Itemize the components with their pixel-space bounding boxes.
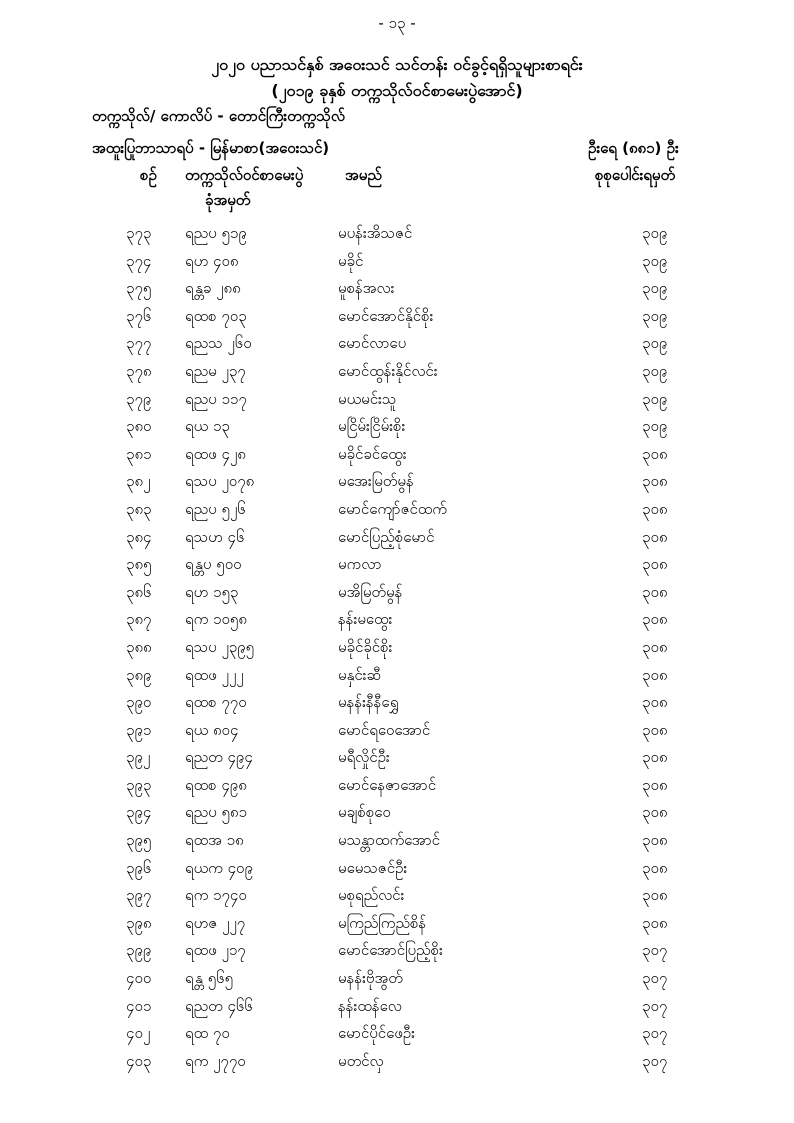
row-number: ၄၀၂ [126,1024,151,1043]
row-name: မနန်းနီနီရွှေ [338,693,399,712]
row-name: မောင်ရဝေအောင် [338,720,431,739]
row-roll-number: ရသပ ၂၀၇၈ [185,472,255,491]
header-roll: တက္ကသိုလ်ဝင်စာမေးပွဲ [185,166,304,184]
table-row [0,414,794,442]
row-roll-number: ရန္တခ ၂၈၈ [185,279,241,298]
header-no: စဉ် [140,166,157,184]
row-marks: ၃၀၈ [642,555,668,574]
row-name: မောင်ပိုင်ဖေဦး [338,1024,415,1043]
row-number: ၃၉၇ [126,886,152,905]
row-marks: ၃၀၈ [642,582,668,601]
table-row [0,773,794,801]
row-number: ၃၇၆ [126,306,152,325]
row-roll-number: ရညပ ၁၁၇ [185,389,247,408]
row-roll-number: ရထဖ ၄၂၈ [185,444,246,463]
row-marks: ၃၀၈ [642,637,668,656]
table-row [0,994,794,1022]
row-number: ၃၈၃ [126,499,152,518]
table-row [0,304,794,332]
row-number: ၃၇၅ [126,279,152,298]
row-roll-number: ရညတ ၄၆၆ [185,996,253,1015]
row-roll-number: ရန္တပ ၅၀၀ [185,555,242,574]
table-row [0,442,794,470]
table-row [0,1049,794,1077]
row-marks: ၃၀၈ [642,831,668,850]
row-number: ၃၈၂ [126,472,151,491]
table-row [0,331,794,359]
row-marks: ၃၀၈ [642,803,668,822]
row-marks: ၃၀၇ [642,1024,668,1043]
row-name: မအေးမြတ်မွန် [338,472,414,491]
row-roll-number: ရညပ ၅၁၉ [185,224,247,242]
row-marks: ၃၀၈ [642,472,668,491]
row-marks: ၃၀၇ [642,941,668,960]
row-number: ၃၉၂ [126,748,151,767]
row-marks: ၃၀၉ [642,306,668,325]
row-marks: ၃၀၉ [642,417,668,436]
row-name: မငြိမ်းငြိမ်းစိုး [338,417,406,436]
row-marks: ၃၀၉ [642,279,668,298]
row-roll-number: ရက ၂၇၇၀ [185,1051,246,1070]
table-row [0,552,794,580]
row-number: ၃၈၉ [126,665,152,684]
row-roll-number: ရသဟ ၄၆ [185,527,245,546]
table-row [0,359,794,387]
table-row [0,580,794,608]
university-line: တက္ကသိုလ်/ ကောလိပ် - တောင်ကြီးတက္ကသိုလ် [92,107,345,125]
row-name: မောင်ထွန်းနိုင်လင်း [338,361,438,380]
row-marks: ၃၀၇ [642,1051,668,1070]
row-number: ၄၀၁ [126,996,152,1015]
row-name: မောင်လာပေ [338,334,407,353]
table-row [0,938,794,966]
row-name: နန်းမထွေး [338,610,393,629]
row-marks: ၃၀၈ [642,665,668,684]
row-roll-number: ရထ ၇၀ [185,1024,230,1043]
row-number: ၃၉၅ [126,831,152,850]
row-marks: ၃၀၈ [642,720,668,739]
row-number: ၃၉၄ [126,803,152,822]
row-marks: ၃၀၈ [642,748,668,767]
row-roll-number: ရက ၁၀၅၈ [185,610,247,629]
row-roll-number: ရသပ ၂၃၉၅ [185,637,255,656]
row-marks: ၃၀၈ [642,610,668,629]
row-roll-number: ရယ ၁၃ [185,417,230,436]
row-roll-number: ရညတ ၄၉၄ [185,748,253,767]
row-roll-number: ရထစ ၄၉၈ [185,775,247,794]
row-marks: ၃၀၈ [642,527,668,546]
row-name: မရီလှိုင်ဦး [338,748,390,767]
row-roll-number: ရထဖ ၂၂၂ [185,665,244,684]
row-name: မူစန်အလး [338,279,395,298]
row-number: ၃၈၅ [126,555,152,574]
row-number: ၃၈၀ [126,417,152,436]
table-row [0,828,794,856]
row-marks: ၃၀၉ [642,389,668,408]
table-row [0,856,794,884]
row-name: မမေသဇင်ဦး [338,858,408,877]
specialization-line: အထူးပြုဘာသာရပ် - မြန်မာစာ(အဝေးသင်) [92,139,330,157]
table-row [0,221,794,249]
table-row [0,690,794,718]
row-number: ၃၈၄ [126,527,152,546]
row-number: ၃၈၆ [126,582,152,601]
document-subtitle: (၂၀၁၉ ခုနှစ် တက္ကသိုလ်ဝင်စာမေးပွဲအောင်) [271,81,523,100]
row-marks: ၃၀၈ [642,913,668,932]
row-roll-number: ရထစ ၇၇၀ [185,693,247,712]
row-name: မောင်နေဇာအောင် [338,775,437,794]
row-name: မောင်ပြည့်စုံမောင် [338,527,435,546]
table-row [0,663,794,691]
row-name: မဂာလာ [338,555,382,574]
table-row [0,1021,794,1049]
row-name: မအိမြတ်မွန် [338,582,403,601]
row-number: ၃၇၉ [126,389,152,408]
row-marks: ၃၀၉ [642,334,668,353]
row-name: မကြည်ကြည်စိန် [338,913,427,932]
row-name: မခိုင် [338,251,364,270]
row-number: ၃၇၇ [126,334,152,353]
row-marks: ၃၀၇ [642,969,668,988]
row-roll-number: ရထဖ ၂၁၇ [185,941,246,960]
table-row [0,883,794,911]
row-marks: ၃၀၈ [642,499,668,518]
row-name: မပန်းအိသဇင် [338,224,413,242]
table-row [0,635,794,663]
row-number: ၄၀၃ [126,1051,152,1070]
table-row [0,966,794,994]
row-number: ၃၇၄ [126,251,152,270]
table-row [0,745,794,773]
row-marks: ၃၀၉ [642,251,668,270]
row-number: ၃၈၈ [126,637,152,656]
row-name: မောင်ကျော်ဇင်ထက် [338,499,447,518]
row-number: ၃၉၁ [126,720,152,739]
row-number: ၄၀၀ [126,969,152,988]
row-name: မချစ်စုဝေ [338,803,391,822]
table-row [0,497,794,525]
row-marks: ၃၀၈ [642,444,668,463]
table-row [0,718,794,746]
row-name: မတင်လှ [338,1051,384,1070]
table-row [0,800,794,828]
row-name: နန်းထန်လေ [338,996,402,1015]
table-row [0,911,794,939]
row-roll-number: ရယ ၈၀၄ [185,720,239,739]
document-title: ၂၀၂၀ ပညာသင်နှစ် အဝေးသင် သင်တန်း ဝင်ခွင့်ရရှိသူများစာရင်း [211,55,583,74]
row-number: ၃၈၁ [126,444,152,463]
row-marks: ၃၀၇ [642,996,668,1015]
row-roll-number: ရဟဇ ၂၂၇ [185,913,246,932]
row-name: မနန်းဗိုအွတ် [338,969,403,988]
quota-line: ဦးရေ (၈၈၁) ဦး [588,139,679,157]
row-number: ၃၉၃ [126,775,152,794]
header-roll-line2: ခုံအမှတ် [205,191,251,209]
row-roll-number: ရညသ ၂၆၀ [185,334,252,353]
row-number: ၃၈၇ [126,610,152,629]
row-marks: ၃၀၈ [642,886,668,905]
row-roll-number: ရယက ၄၀၉ [185,858,253,877]
row-name: မယမင်းသူ [338,389,397,408]
row-marks: ၃၀၉ [642,361,668,380]
row-marks: ၃၀၈ [642,858,668,877]
row-roll-number: ရန္တ ၅၆၅ [185,969,234,988]
row-name: မစုရည်လင်း [338,886,405,905]
row-number: ၃၉၆ [126,858,152,877]
table-row [0,387,794,415]
row-roll-number: ရထစ ၇၀၃ [185,306,247,325]
row-name: မခိုင်ခိုင်စိုး [338,637,393,656]
row-number: ၃၉၀ [126,693,152,712]
row-number: ၃၉၉ [126,941,152,960]
row-name: မသန္တာထက်အောင် [338,831,440,850]
row-roll-number: ရဟ ၁၅၃ [185,582,239,601]
row-roll-number: ရညမ ၂၃၇ [185,361,246,380]
row-marks: ၃၀၈ [642,693,668,712]
row-name: မနှင်းဆီ [338,665,381,684]
table-row [0,469,794,497]
header-name: အမည် [345,166,382,184]
row-roll-number: ရညပ ၅၂၆ [185,499,246,518]
header-marks: စုစုပေါင်းရမှတ် [595,166,676,184]
row-name: မောင်အောင်နိုင်စိုး [338,306,434,325]
row-name: မခိုင်ခင်ထွေး [338,444,407,463]
row-roll-number: ရဟ ၄၀၈ [185,251,239,270]
row-roll-number: ရထအ ၁၈ [185,831,244,850]
page-number: - ၁၃ - [378,14,416,32]
row-name: မောင်အောင်ပြည့်စိုး [338,941,443,960]
row-marks: ၃၀၉ [642,224,668,242]
table-row [0,607,794,635]
table-row [0,276,794,304]
row-marks: ၃၀၈ [642,775,668,794]
row-roll-number: ရညပ ၅၈၁ [185,803,247,822]
row-number: ၃၇၈ [126,361,152,380]
results-table [0,221,794,1076]
table-row [0,249,794,277]
row-number: ၃၉၈ [126,913,152,932]
table-row [0,525,794,553]
row-roll-number: ရက ၁၇၄၀ [185,886,247,905]
row-number: ၃၇၃ [126,224,152,242]
